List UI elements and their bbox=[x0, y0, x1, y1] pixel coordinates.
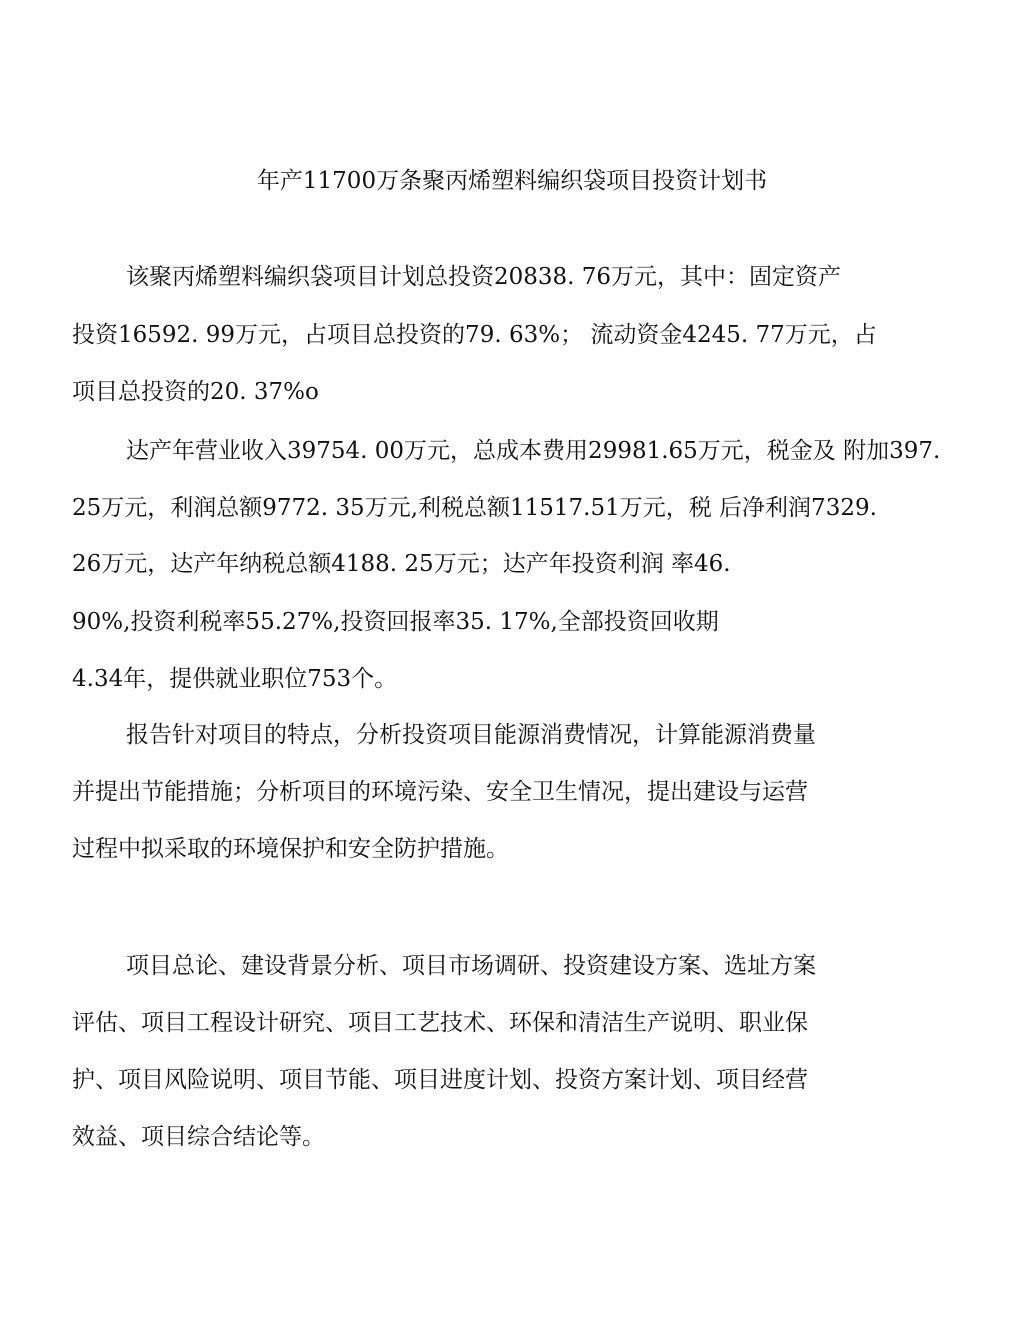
paragraph-1-line-3: 项目总投资的20. 37%o bbox=[72, 379, 319, 405]
paragraph-4-line-2: 评估、项目工程设计研究、项目工艺技术、环保和清洁生产说明、职业保 bbox=[72, 1010, 808, 1036]
paragraph-4-line-4: 效益、项目综合结论等。 bbox=[72, 1124, 325, 1150]
paragraph-4-line-1: 项目总论、建设背景分析、项目市场调研、投资建设方案、选址方案 bbox=[126, 953, 816, 979]
paragraph-2-line-5: 4.34年，提供就业职位753个。 bbox=[72, 666, 398, 692]
paragraph-1-line-1: 该聚丙烯塑料编织袋项目计划总投资20838. 76万元，其中：固定资产 bbox=[126, 264, 842, 290]
paragraph-3-line-1: 报告针对项目的特点，分析投资项目能源消费情况，计算能源消费量 bbox=[126, 722, 816, 748]
paragraph-2-line-2: 25万元，利润总额9772. 35万元,利税总额11517.51万元，税 后净利润7329. bbox=[72, 495, 877, 521]
paragraph-2-line-1: 达产年营业收入39754. 00万元，总成本费用29981.65万元，税金及 附加397. bbox=[126, 438, 941, 464]
paragraph-2-line-4: 90%,投资利税率55.27%,投资回报率35. 17%,全部投资回收期 bbox=[72, 609, 719, 635]
paragraph-3-line-3: 过程中拟采取的环境保护和安全防护措施。 bbox=[72, 836, 509, 862]
paragraph-4-line-3: 护、项目风险说明、项目节能、项目进度计划、投资方案计划、项目经营 bbox=[72, 1067, 808, 1093]
paragraph-3-line-2: 并提出节能措施；分析项目的环境污染、安全卫生情况，提出建设与运营 bbox=[72, 779, 808, 805]
document-title: 年产11700万条聚丙烯塑料编织袋项目投资计划书 bbox=[256, 168, 768, 194]
paragraph-1-line-2: 投资16592. 99万元，占项目总投资的79. 63%； 流动资金4245. 77万元，占 bbox=[72, 322, 877, 348]
paragraph-2-line-3: 26万元，达产年纳税总额4188. 25万元；达产年投资利润 率46. bbox=[72, 551, 731, 577]
